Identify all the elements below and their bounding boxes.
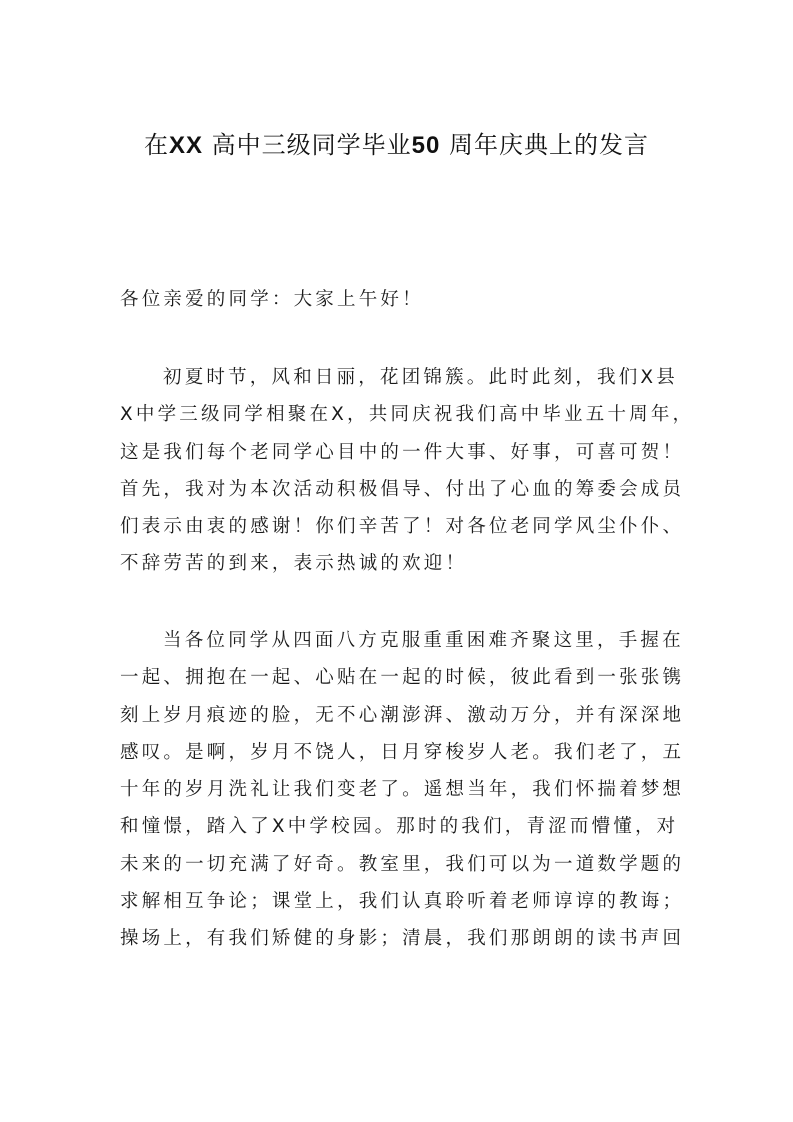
paragraph-2 <box>120 622 685 958</box>
document-title <box>0 128 793 163</box>
paragraph-line: 刻上岁月痕迹的脸，无不心潮澎湃、激动万分，并有深深地 <box>120 704 685 726</box>
paragraph-line: 初夏时节，风和日丽，花团锦簇。此时此刻，我们X县 <box>163 367 678 388</box>
paragraph-line: 当各位同学从四面八方克服重重困难齐聚这里，手握在 <box>163 630 684 651</box>
title-part: 高中三级同学毕业 <box>211 131 412 159</box>
title-part: 在 <box>144 131 169 159</box>
greeting <box>120 281 672 318</box>
paragraph-line: 未来的一切充满了好奇。教室里，我们可以为一道数学题的 <box>120 853 685 875</box>
title-part-bold: XX <box>169 132 204 159</box>
paragraph-line: 操场上，有我们矫健的身影；清晨，我们那朗朗的读书声回 <box>120 928 685 950</box>
paragraph-line: 首先，我对为本次活动积极倡导、付出了心血的筹委会成员 <box>120 478 685 500</box>
paragraph-line: 一起、拥抱在一起、心贴在一起的时候，彼此看到一张张镌 <box>120 667 685 689</box>
paragraph-line: 求解相互争论；课堂上，我们认真聆听着老师谆谆的教诲； <box>120 891 685 913</box>
paragraph-line: 这是我们每个老同学心目中的一件大事、好事，可喜可贺！ <box>120 441 685 463</box>
paragraph-line: 们表示由衷的感谢！你们辛苦了！对各位老同学风尘仆仆、 <box>120 516 685 538</box>
paragraph-line: 和憧憬，踏入了X中学校园。那时的我们，青涩而懵懂，对 <box>120 816 679 838</box>
title-part-bold: 50 <box>411 132 441 159</box>
paragraph-line: X中学三级同学相聚在X，共同庆祝我们高中毕业五十周年， <box>120 404 695 426</box>
title-part: 周年庆典上的发言 <box>449 131 649 159</box>
paragraph-line: 十年的岁月洗礼让我们变老了。遥想当年，我们怀揣着梦想 <box>120 779 685 801</box>
paragraph-line: 不辞劳苦的到来，表示热诚的欢迎！ <box>120 553 468 575</box>
paragraph-1 <box>120 359 695 583</box>
greeting-text: 各位亲爱的同学：大家上午好！ <box>120 289 424 310</box>
paragraph-line: 感叹。是啊，岁月不饶人，日月穿梭岁人老。我们老了，五 <box>120 741 685 763</box>
